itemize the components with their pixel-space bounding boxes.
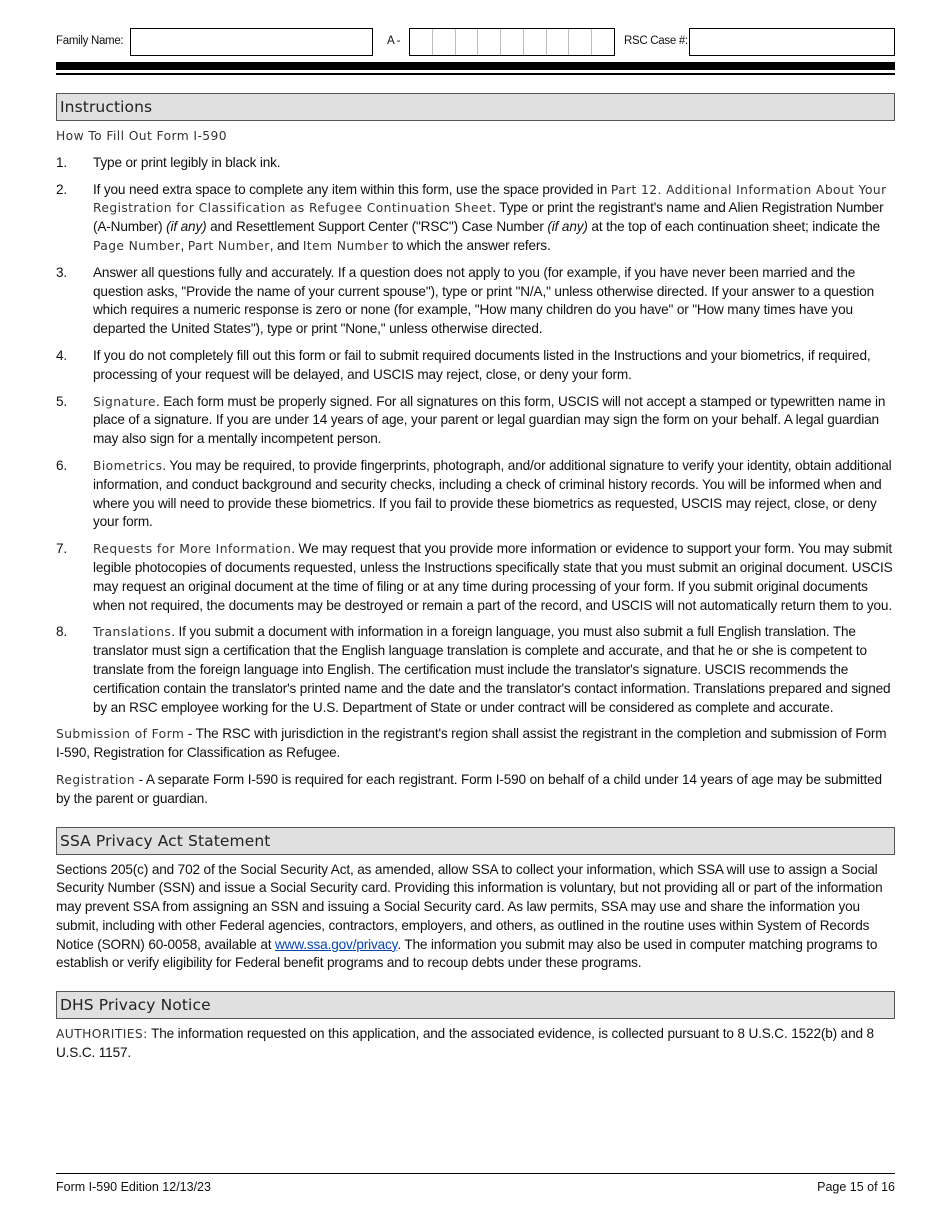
instruction-item [56,457,895,532]
item-number: 6. [56,457,68,473]
ssa-privacy-text [56,861,895,974]
item-number: 8. [56,624,68,640]
family-name-label: Family Name: [56,35,124,47]
a-number-cell[interactable] [501,29,524,55]
a-number-label: A - [387,35,401,47]
inline-label: Biometrics [93,458,163,473]
text-run: at the top of each continuation sheet; indicate the [587,219,881,235]
page-content [56,93,895,1071]
inline-label: Translations [93,625,172,640]
header-divider-thick [56,62,895,70]
text-run: . If you submit a document with information in a foreign language, you must also submit a full English translation. The translator must sign a certification that the English language translation is complete and accurate, and that he or she is competent to translate from the foreign language into English. The certification must include the translator's signature. USCIS recommends the certification contain the translator's printed name and the date and the translator's contact information. Translations prepared and signed by an RSC employee working for the U.S. Department of State or under contract will be considered as complete and accurate. [93,624,891,715]
inline-label: Registration [56,772,135,787]
ssa-section-title: SSA Privacy Act Statement [56,827,895,855]
instruction-item [56,154,895,173]
inline-label: Submission of Form [56,727,185,742]
text-run: to which the answer refers. [388,237,551,253]
text-run: If you need extra space to complete any item within this form, use the space provided in [93,181,611,197]
ssa-privacy-link[interactable]: www.ssa.gov/privacy [275,936,398,952]
a-number-cell[interactable] [569,29,592,55]
text-run: . We may request that you provide more information or evidence to support your form. You may submit legible photocopies of documents requested, unless the Instructions specifically state that you must submit an original document. USCIS may request an original document at the time of filing or at any time during processing of your form. If you submit original documents when not required, the documents may be destroyed or remain a part of the record, and USCIS will not automatically return them to you. [93,541,893,613]
text-run: If you do not completely fill out this form or fail to submit required documents listed in the Instructions and your biometrics, if required, processing of your request will be delayed, and USCIS may reject, close, or deny your form. [93,347,871,382]
inline-italic: (if any) [166,219,207,235]
dhs-privacy-text [56,1025,895,1063]
text-run: Sections 205(c) and 702 of the Social Security Act, as amended, allow SSA to collect your information, which SSA will use to assign a Social Security Number (SSN) and issue a Social Security card. Providing this information is voluntary, but not providing all or part of the information may prevent SSA from assigning an SSN and issuing a Social Security card. As law permits, SSA may use and share the information you submit, including with other Federal agencies, contractors, employers, and others, as outlined in the routine uses within System of Records Notice (SORN) 60-0058, available at [56,861,883,952]
text-run: . Type or print the registrant's name and Alien Registration Number (A-Number) [93,200,884,235]
instructions-paragraphs [56,725,895,808]
item-number: 5. [56,393,68,409]
header-divider-thin [56,73,895,75]
item-number: 1. [56,154,68,170]
instructions-list [56,154,895,718]
text-run: The information requested on this application, and the associated evidence, is collected pursuant to 8 U.S.C. 1522(b) and 8 U.S.C. 1157. [56,1026,874,1061]
a-number-cell[interactable] [478,29,501,55]
inline-label: Item Number [302,238,389,253]
text-run: Type or print legibly in black ink. [93,154,281,170]
item-text [93,393,895,449]
inline-label: AUTHORITIES: [56,1027,148,1042]
item-text [93,540,895,615]
text-run: , [180,237,188,253]
instruction-item [56,623,895,717]
form-edition: Form I-590 Edition 12/13/23 [56,1180,211,1194]
item-number: 2. [56,181,68,197]
a-number-field[interactable] [409,28,615,56]
a-number-cell[interactable] [410,29,433,55]
rsc-case-field[interactable] [689,28,895,56]
inline-italic: (if any) [547,219,588,235]
inline-label: Page Number [93,238,181,253]
inline-label: Signature [93,394,156,409]
instruction-item [56,540,895,615]
text-run: . The information you submit may also be used in computer matching programs to establish or verify eligibility for Federal benefit programs and to recoup debts under these programs. [56,936,878,971]
instruction-paragraph [56,725,895,763]
item-text [93,623,895,717]
text-run: . You may be required, to provide fingerprints, photograph, and/or additional signature to verify your identity, obtain additional information, and conduct background and security checks, including a check of criminal history records. You will be informed when and where you will need to provide these biometrics. If you fail to provide these biometrics as requested, USCIS may reject, close, or deny your form. [93,457,892,530]
dhs-section-title: DHS Privacy Notice [56,991,895,1019]
item-text [93,181,895,256]
item-text [93,154,895,173]
text-run: and Resettlement Support Center ("RSC") Case Number [206,219,548,235]
text-run: Answer all questions fully and accurately. If a question does not apply to you (for example, if you have never been married and the question asks, "Provide the name of your current spouse"), type or print "N/A," unless otherwise directed. If your answer to a question which requires a numeric response is zero or none (for example, "How many children do you have" or "How many times have you departed the United States"), type or print "None," unless otherwise directed. [93,264,875,337]
inline-label: Requests for More Information [93,542,292,557]
text-run: , and [269,237,303,253]
item-number: 3. [56,264,68,280]
item-text [93,347,895,385]
instruction-item [56,181,895,256]
item-text [93,264,895,339]
instructions-section-title: Instructions [56,93,895,121]
item-number: 7. [56,541,68,557]
instruction-item [56,264,895,339]
text-run: - The RSC with jurisdiction in the registrant's region shall assist the registrant in the completion and submission of Form I-590, Registration for Classification as Refugee. [56,726,887,761]
instruction-item [56,347,895,385]
form-header [56,28,895,56]
family-name-field[interactable] [130,28,373,56]
item-number: 4. [56,347,68,363]
instruction-paragraph [56,771,895,809]
text-run: . Each form must be properly signed. For all signatures on this form, USCIS will not accept a stamped or typewritten name in place of a signature. If you are under 14 years of age, your parent or legal guardian may sign the form on your behalf. A legal guardian may also sign for a mentally incompetent person. [93,393,886,447]
a-number-cell[interactable] [433,29,456,55]
a-number-cell[interactable] [456,29,479,55]
rsc-case-label: RSC Case #: [624,35,688,47]
instruction-item [56,393,895,449]
text-run: - A separate Form I-590 is required for each registrant. Form I-590 on behalf of a child under 14 years of age may be submitted by the parent or guardian. [56,771,882,806]
page-number: Page 15 of 16 [817,1180,895,1194]
a-number-cell[interactable] [592,29,614,55]
a-number-cell[interactable] [524,29,547,55]
item-text [93,457,895,532]
a-number-cell[interactable] [547,29,570,55]
page-footer [56,1173,895,1194]
inline-label: Part Number [187,238,270,253]
instructions-subtitle: How To Fill Out Form I-590 [56,129,227,143]
inline-label: Part 12. Additional Information About Your Registration for Classification as Refugee Continuation Sheet [93,182,887,216]
